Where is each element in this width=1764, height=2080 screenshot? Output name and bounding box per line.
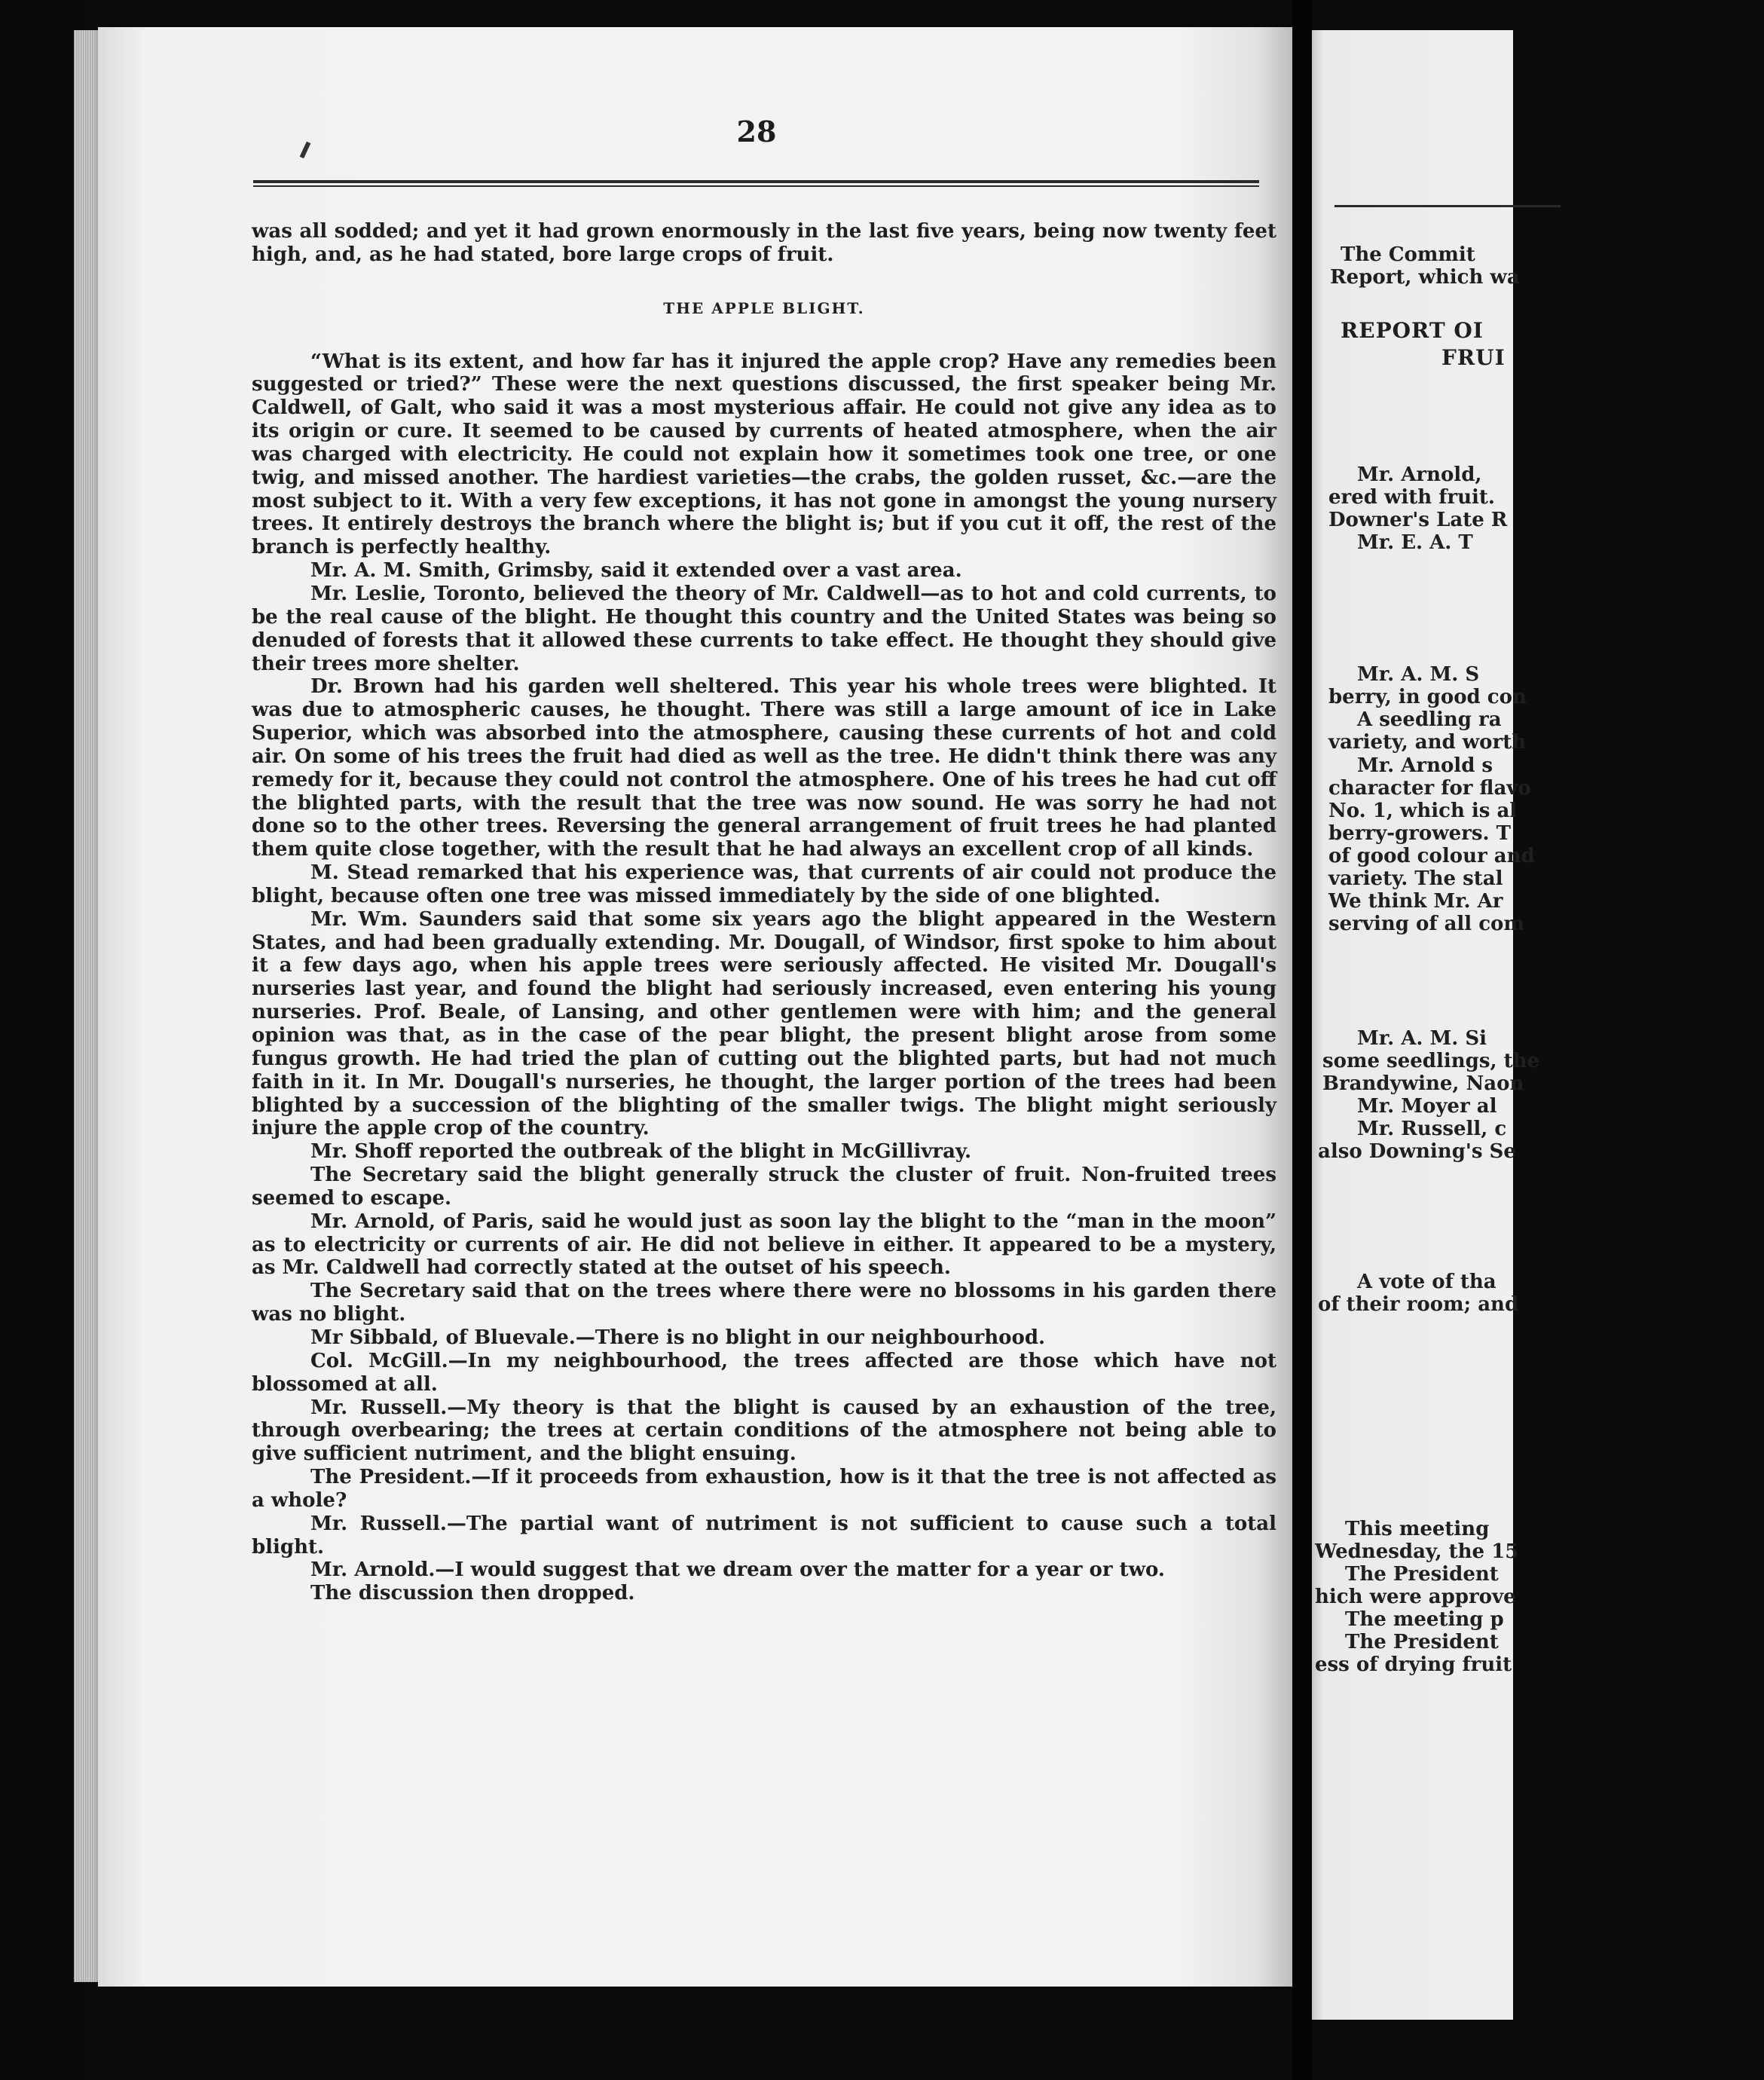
text-line: Mr. Arnold s bbox=[1357, 754, 1493, 777]
text-line: variety, and worth bbox=[1328, 731, 1527, 754]
left-page-text bbox=[252, 220, 1276, 1605]
section-heading: THE APPLE BLIGHT. bbox=[663, 298, 865, 317]
paragraph: The President.—If it proceeds from exhaustion, how is it that the tree is not affected as a whole? bbox=[252, 1466, 1276, 1512]
page-edges bbox=[74, 30, 99, 1982]
paragraph: Mr. A. M. Smith, Grimsby, said it extended over a vast area. bbox=[310, 559, 962, 583]
text-line: The President bbox=[1345, 1631, 1499, 1653]
text-line: Downer's Late R bbox=[1328, 509, 1508, 531]
text-line: Mr. E. A. T bbox=[1357, 531, 1473, 554]
text-line: of good colour and bbox=[1328, 845, 1535, 867]
right-page bbox=[1312, 30, 1540, 2020]
book-spine bbox=[1292, 0, 1312, 2080]
text-line: also Downing's Se bbox=[1318, 1140, 1516, 1163]
text-line: The meeting p bbox=[1345, 1608, 1504, 1631]
text-line: some seedlings, the bbox=[1322, 1050, 1540, 1072]
text-line: We think Mr. Ar bbox=[1328, 890, 1503, 913]
paragraph: Col. McGill.—In my neighbourhood, the trees affected are those which have not blossomed at all. bbox=[252, 1349, 1276, 1396]
text-line: FRUI bbox=[1441, 345, 1506, 370]
paragraph: was all sodded; and yet it had grown enormously in the last five years, being now twenty feet high, and, as he had stated, bore large crops of fruit. bbox=[252, 220, 1276, 266]
scanner-background bbox=[0, 0, 84, 2080]
text-line: Mr. Arnold, bbox=[1357, 463, 1482, 486]
paragraph: Mr Sibbald, of Bluevale.—There is no blight in our neighbourhood. bbox=[310, 1326, 1046, 1349]
paragraph: The discussion then dropped. bbox=[310, 1582, 635, 1605]
text-line: Brandywine, Naon bbox=[1322, 1072, 1524, 1095]
text-line: A vote of tha bbox=[1357, 1271, 1496, 1293]
text-line: serving of all com bbox=[1328, 913, 1524, 935]
text-line: Wednesday, the 15 bbox=[1315, 1540, 1519, 1563]
paragraph: Mr. Arnold.—I would suggest that we dream over the matter for a year or two. bbox=[310, 1558, 1165, 1582]
paragraph: The Secretary said the blight generally struck the cluster of fruit. Non-fruited trees seemed to escape. bbox=[252, 1164, 1276, 1210]
text-line: REPORT OI bbox=[1341, 318, 1484, 343]
text-line: A seedling ra bbox=[1357, 708, 1502, 731]
text-line: of their room; and bbox=[1318, 1293, 1519, 1316]
right-page-text bbox=[1312, 30, 1764, 2020]
text-line: ered with fruit. bbox=[1328, 486, 1495, 509]
paragraph: Mr. Leslie, Toronto, believed the theory of Mr. Caldwell—as to hot and cold currents, to be the real cause of the blight. He thought this country and the United States was being so denuded of forests that it allowed these currents to take effect. He thought they should give their trees more shelter. bbox=[252, 582, 1276, 675]
header-rule bbox=[1334, 205, 1561, 207]
text-line: This meeting bbox=[1345, 1518, 1490, 1540]
paragraph: Mr. Arnold, of Paris, said he would just as soon lay the blight to the “man in the moon” as to electricity or currents of air. He did not believe in either. It appeared to be a mystery, as Mr. Caldwell had correctly stated at the outset of his speech. bbox=[252, 1210, 1276, 1280]
paragraph: Dr. Brown had his garden well sheltered. This year his whole trees were blighted. It was due to atmospheric causes, he thought. There was still a large amount of ice in Lake Superior, which was absorbed into the atmosphere, causing these currents of hot and cold air. On some of his trees the fruit had died as well as the tree. He didn't think there was any remedy for it, because they could not control the atmosphere. One of his trees he had cut off the blighted parts, with the result that the tree was now sound. He was sorry he had not done so to the other trees. Reversing the general arrangement of fruit trees he had planted them quite close together, with the result that he had always an excellent crop of all kinds. bbox=[252, 675, 1276, 861]
text-line: The Commit bbox=[1341, 243, 1475, 266]
header-rule-thin bbox=[253, 185, 1259, 187]
text-line: berry-growers. T bbox=[1328, 822, 1511, 845]
paragraph: “What is its extent, and how far has it injured the apple crop? Have any remedies been suggested or tried?” These were the next questions discussed, the first speaker being Mr. Caldwell, of Galt, who said it was a most mysterious affair. He could not give any idea as to its origin or cure. It seemed to be caused by currents of heated atmosphere, when the air was charged with electricity. He could not explain how it sometimes took one tree, or one twig, and missed another. The hardiest varieties—the crabs, the golden russet, &c.—are the most subject to it. With a very few exceptions, it has not gone in amongst the young nursery trees. It entirely destroys the branch where the blight is; but if you cut it off, the rest of the branch is perfectly healthy. bbox=[252, 350, 1276, 559]
paragraph: M. Stead remarked that his experience was, that currents of air could not produce the blight, because often one tree was missed immediately by the side of one blighted. bbox=[252, 861, 1276, 907]
text-line: The President bbox=[1345, 1563, 1499, 1586]
text-line: ess of drying fruit bbox=[1315, 1653, 1512, 1676]
text-line: Mr. A. M. Si bbox=[1357, 1027, 1487, 1050]
paragraph: Mr. Wm. Saunders said that some six years ago the blight appeared in the Western States, and had been gradually extending. Mr. Dougall, of Windsor, first spoke to him about it a few days ago, when his apple trees were seriously affected. He visited Mr. Dougall's nurseries last year, and found the blight had seriously increased, even entering his young nurseries. Prof. Beale, of Lansing, and other gentlemen were with him; and the general opinion was that, as in the case of the pear blight, the present blight arose from some fungus growth. He had tried the plan of cutting out the blighted parts, but had not much faith in it. In Mr. Dougall's nurseries, he thought, the larger portion of the trees had been blighted by a succession of the blighting of the smaller twigs. The blight might seriously injure the apple crop of the country. bbox=[252, 907, 1276, 1140]
paragraph: Mr. Russell.—The partial want of nutriment is not sufficient to cause such a total blight. bbox=[252, 1512, 1276, 1558]
text-line: Report, which wa bbox=[1330, 266, 1520, 289]
page-number: 28 bbox=[736, 115, 777, 148]
text-line: berry, in good con bbox=[1328, 686, 1527, 708]
header-rule bbox=[253, 180, 1259, 183]
text-line: Mr. A. M. S bbox=[1357, 663, 1480, 686]
paragraph: The Secretary said that on the trees where there were no blossoms in his garden there was no blight. bbox=[252, 1280, 1276, 1326]
paragraph: Mr. Shoff reported the outbreak of the blight in McGillivray. bbox=[310, 1140, 972, 1164]
text-line: Mr. Russell, c bbox=[1357, 1118, 1507, 1140]
text-line: hich were approve bbox=[1315, 1586, 1516, 1608]
text-line: variety. The stal bbox=[1328, 867, 1503, 890]
text-line: No. 1, which is al bbox=[1328, 800, 1518, 822]
text-line: Mr. Moyer al bbox=[1357, 1095, 1497, 1118]
paragraph: Mr. Russell.—My theory is that the blight is caused by an exhaustion of the tree, through overbearing; the trees at certain conditions of the atmosphere not being able to give sufficient nutriment, and the blight ensuing. bbox=[252, 1396, 1276, 1466]
text-line: character for flavo bbox=[1328, 777, 1531, 800]
